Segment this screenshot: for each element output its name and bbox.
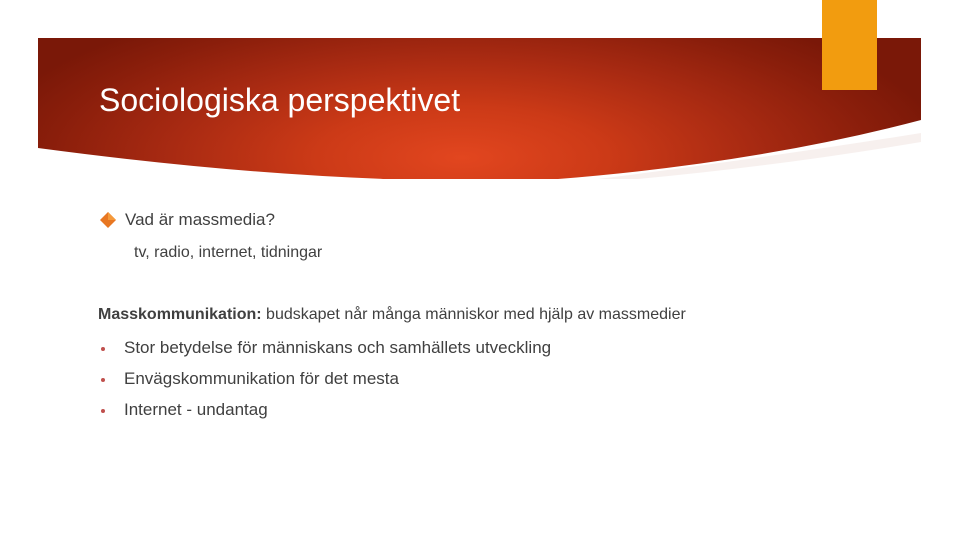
dot-bullet-icon xyxy=(101,409,105,413)
definition-text: budskapet når många människor med hjälp av massmedier xyxy=(261,306,686,323)
slide-title: Sociologiska perspektivet xyxy=(99,82,461,118)
list-item: Envägskommunikation för det mesta xyxy=(124,369,399,388)
diamond-bullet-icon xyxy=(99,211,117,229)
question-text: Vad är massmedia? xyxy=(125,210,275,229)
examples-text: tv, radio, internet, tidningar xyxy=(134,244,323,261)
definition-term: Masskommunikation: xyxy=(98,306,262,323)
dot-bullet-icon xyxy=(101,378,105,382)
dot-bullet-icon xyxy=(101,347,105,351)
list-item: Stor betydelse för människans och samhällets utveckling xyxy=(124,338,552,357)
definition-line xyxy=(98,306,686,324)
list-item: Internet - undantag xyxy=(124,400,268,419)
accent-tab xyxy=(822,0,877,90)
